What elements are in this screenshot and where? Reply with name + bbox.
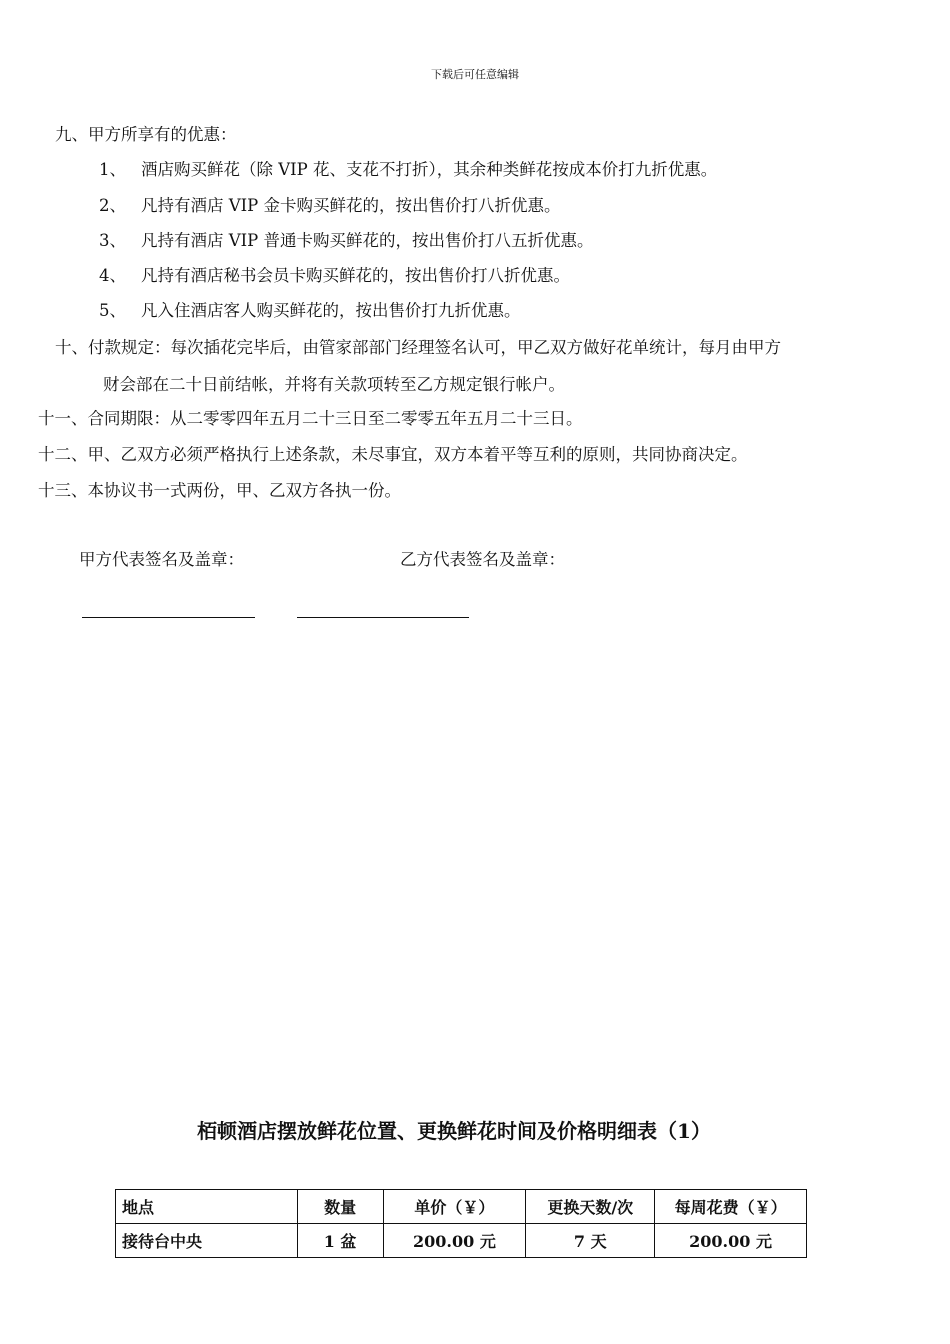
section-12: 十二、甲、乙双方必须严格执行上述条款，未尽事宜，双方本着平等互利的原则，共同协商决定。 [38, 445, 748, 464]
table-header-cell: 地点 [116, 1190, 298, 1224]
section-9-heading: 九、甲方所享有的优惠： [55, 125, 237, 144]
party-a-signature-label: 甲方代表签名及盖章： [79, 550, 244, 569]
table-cell: 1 盆 [297, 1224, 383, 1258]
table-cell: 7 天 [526, 1224, 655, 1258]
table-header-cell: 更换天数/次 [526, 1190, 655, 1224]
item-text: 凡持有酒店秘书会员卡购买鲜花的，按出售价打八折优惠。 [141, 266, 570, 285]
table-cell: 200.00 元 [655, 1224, 807, 1258]
table-row [116, 1224, 807, 1258]
table-cell: 200.00 元 [383, 1224, 526, 1258]
table-title: 栢顿酒店摆放鲜花位置、更换鲜花时间及价格明细表（1） [197, 1119, 711, 1143]
section-9-item [99, 159, 717, 181]
page-header-note: 下载后可任意编辑 [431, 68, 519, 81]
item-number: 4、 [99, 266, 126, 285]
item-text: 凡持有酒店 VIP 普通卡购买鲜花的，按出售价打八五折优惠。 [141, 231, 594, 250]
price-table [115, 1189, 807, 1258]
table-cell: 接待台中央 [116, 1224, 298, 1258]
party-a-signature-line [82, 617, 255, 618]
table-header-cell: 单价（￥） [383, 1190, 526, 1224]
section-11: 十一、合同期限：从二零零四年五月二十三日至二零零五年五月二十三日。 [38, 409, 583, 428]
section-9-item [99, 195, 561, 217]
table-header-row [116, 1190, 807, 1224]
table-header-cell: 每周花费（￥） [655, 1190, 807, 1224]
section-9-item [99, 265, 570, 287]
section-10-line-1: 十、付款规定：每次插花完毕后，由管家部部门经理签名认可，甲乙双方做好花单统计，每月由甲方 [55, 338, 781, 357]
item-number: 1、 [99, 160, 126, 179]
section-9-item [99, 300, 521, 322]
party-b-signature-line [297, 617, 469, 618]
item-text: 酒店购买鲜花（除 VIP 花、支花不打折），其余种类鲜花按成本价打九折优惠。 [141, 160, 718, 179]
item-number: 3、 [99, 231, 126, 250]
table-header-cell: 数量 [297, 1190, 383, 1224]
item-number: 2、 [99, 196, 126, 215]
party-b-signature-label: 乙方代表签名及盖章： [400, 550, 565, 569]
section-13: 十三、本协议书一式两份，甲、乙双方各执一份。 [38, 481, 401, 500]
section-10-line-2: 财会部在二十日前结帐，并将有关款项转至乙方规定银行帐户。 [103, 375, 565, 394]
item-text: 凡入住酒店客人购买鲜花的，按出售价打九折优惠。 [141, 301, 521, 320]
section-9-item [99, 230, 594, 252]
item-number: 5、 [99, 301, 126, 320]
item-text: 凡持有酒店 VIP 金卡购买鲜花的，按出售价打八折优惠。 [141, 196, 561, 215]
